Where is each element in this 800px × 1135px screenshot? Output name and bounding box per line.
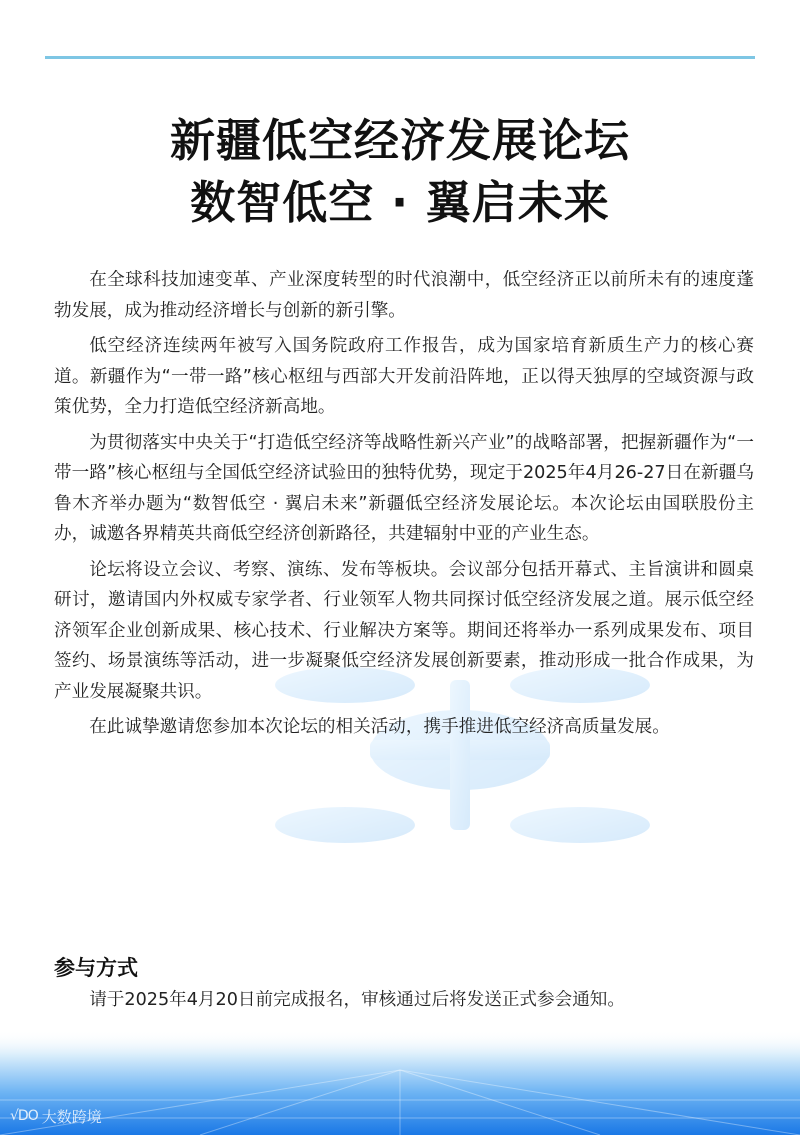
title-block [0,110,800,234]
paragraph-3: 为贯彻落实中央关于“打造低空经济等战略性新兴产业”的战略部署，把握新疆作为“一带一路”核心枢纽与全国低空经济试验田的独特优势，现定于2025年4月26-27日在新疆乌鲁木齐举办题为“数智低空 · 翼启未来”新疆低空经济发展论坛。本次论坛由国联股份主办，诚邀各界精英共商低空经济创新路径，共建辐射中亚的产业生态。 [54,432,754,544]
bottom-decorative-band [0,1030,800,1135]
watermark-text: 大数跨境 [41,1107,102,1126]
paragraph-4: 论坛将设立会议、考察、演练、发布等板块。会议部分包括开幕式、主旨演讲和圆桌研讨，邀请国内外权威专家学者、行业领军人物共同探讨低空经济发展之道。展示低空经济领军企业创新成果、核心技术、行业解决方案等。期间还将举办一系列成果发布、项目签约、场景演练等活动，进一步凝聚低空经济发展创新要素，推动形成一批合作成果，为产业发展凝聚共识。 [54,559,754,702]
participation-heading: 参与方式 [54,956,138,980]
paragraph-2: 低空经济连续两年被写入国务院政府工作报告，成为国家培育新质生产力的核心赛道。新疆作为“一带一路”核心枢纽与西部大开发前沿阵地，正以得天独厚的空域资源与政策优势，全力打造低空经济新高地。 [54,336,754,417]
body-text [54,265,754,748]
top-divider [45,56,755,59]
paragraph-1: 在全球科技加速变革、产业深度转型的时代浪潮中，低空经济正以前所未有的速度蓬勃发展，成为推动经济增长与创新的新引擎。 [54,270,754,321]
watermark-logo-icon: √DO [10,1108,38,1124]
sub-title: 数智低空 · 翼启未来 [190,176,610,229]
participation-text: 请于2025年4月20日前完成报名，审核通过后将发送正式参会通知。 [89,990,625,1010]
paragraph-5: 在此诚挚邀请您参加本次论坛的相关活动，携手推进低空经济高质量发展。 [89,717,670,737]
main-title: 新疆低空经济发展论坛 [169,114,630,167]
watermark [10,1104,102,1128]
